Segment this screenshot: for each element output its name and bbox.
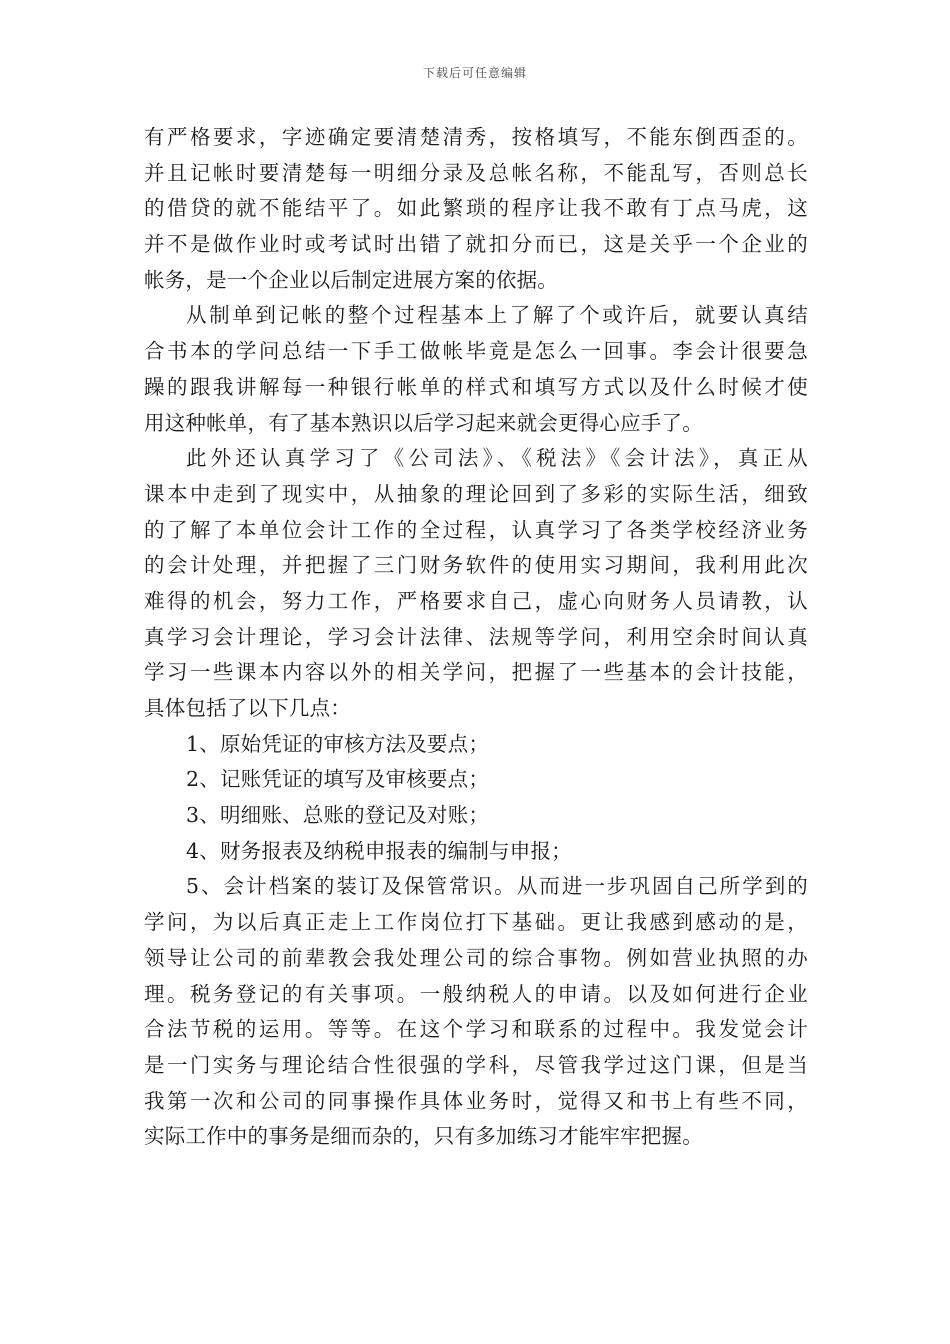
text-line: 并不是做作业时或考试时出错了就扣分而已，这是关乎一个企业的 — [144, 232, 808, 257]
text-line: 从制单到记帐的整个过程基本上了解了个或许后，就要认真结 — [186, 303, 808, 328]
text-line: 我第一次和公司的同事操作具体业务时，觉得又和书上有些不同， — [144, 1088, 808, 1113]
text-line: 有严格要求，字迹确定要清楚清秀，按格填写，不能东倒西歪的。 — [144, 125, 808, 149]
text-line: 的借贷的就不能结平了。如此繁琐的程序让我不敢有丁点马虎，这 — [144, 196, 808, 221]
text-line: 具体包括了以下几点： — [144, 696, 351, 720]
text-line: 合书本的学问总结一下手工做帐毕竟是怎么一回事。李会计很要急 — [144, 339, 808, 364]
text-line: 领导让公司的前辈教会我处理公司的综合事物。例如营业执照的办 — [144, 945, 808, 970]
text-line: 的了解了本单位会计工作的全过程，认真学习了各类学校经济业务 — [144, 517, 808, 542]
text-line: 真学习会计理论，学习会计法律、法规等学问，利用空余时间认真 — [144, 624, 808, 649]
text-line: 实际工作中的事务是细而杂的，只有多加练习才能牢牢把握。 — [144, 1124, 703, 1149]
page-header: 下载后可任意编辑 — [422, 66, 527, 80]
text-line: 课本中走到了现实中，从抽象的理论回到了多彩的实际生活，细致 — [144, 481, 808, 506]
text-line: 理。税务登记的有关事项。一般纳税人的申请。以及如何进行企业 — [144, 981, 808, 1006]
text-line: 用这种帐单，有了基本熟识以后学习起来就会更得心应手了。 — [144, 410, 703, 435]
text-line: 4、财务报表及纳税申报表的编制与申报； — [186, 838, 572, 863]
document-body — [144, 120, 808, 1155]
text-line: 学问，为以后真正走上工作岗位打下基础。更让我感到感动的是， — [144, 910, 808, 935]
text-line: 难得的机会，努力工作，严格要求自己，虚心向财务人员请教，认 — [144, 588, 808, 613]
text-line: 此外还认真学习了《公司法》、《税法》《会计法》，真正从 — [186, 446, 808, 471]
text-line: 2、记账凭证的填写及审核要点； — [186, 767, 490, 792]
text-line: 3、明细账、总账的登记及对账； — [186, 803, 490, 828]
text-line: 5、会计档案的装订及保管常识。从而进一步巩固自己所学到的 — [186, 874, 808, 899]
text-line: 并且记帐时要清楚每一明细分录及总帐名称，不能乱写，否则总长 — [144, 160, 808, 185]
text-line: 合法节税的运用。等等。在这个学习和联系的过程中。我发觉会计 — [144, 1017, 808, 1042]
text-line: 学习一些课本内容以外的相关学问，把握了一些基本的会计技能， — [144, 660, 808, 685]
text-line: 躁的跟我讲解每一种银行帐单的样式和填写方式以及什么时候才使 — [144, 374, 808, 399]
text-line: 是一门实务与理论结合性很强的学科，尽管我学过这门课，但是当 — [144, 1052, 808, 1077]
text-line: 的会计处理，并把握了三门财务软件的使用实习期间，我利用此次 — [144, 553, 808, 578]
text-line: 1、原始凭证的审核方法及要点； — [186, 731, 490, 756]
text-line: 帐务，是一个企业以后制定进展方案的依据。 — [144, 267, 558, 292]
